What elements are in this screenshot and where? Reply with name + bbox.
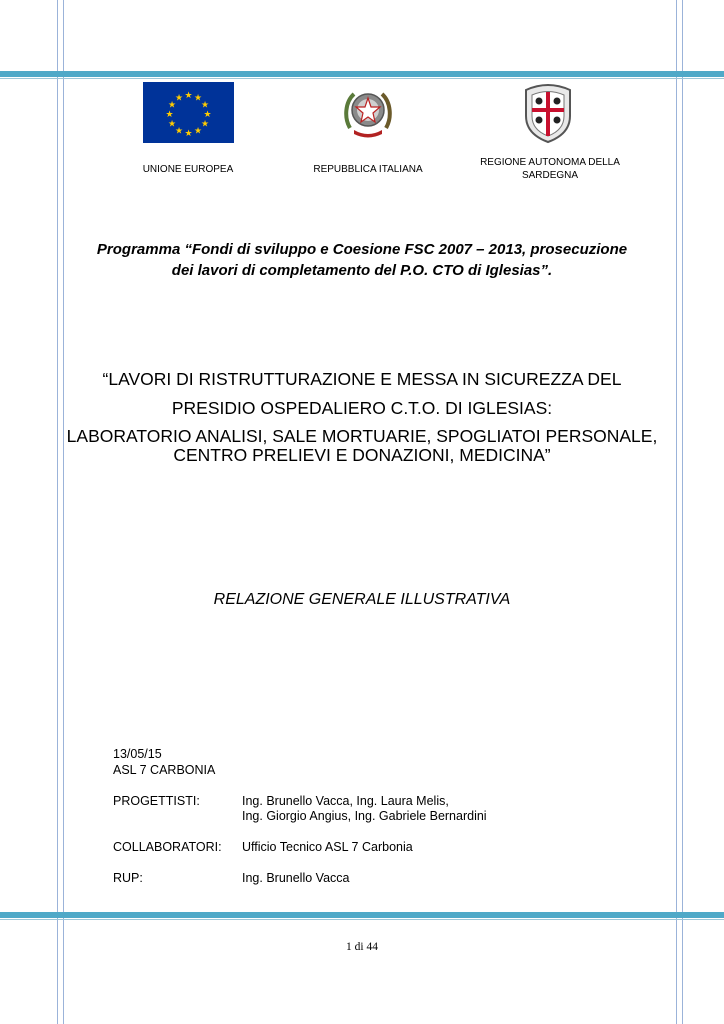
svg-text:★: ★ (193, 126, 203, 137)
designers-line1: Ing. Brunello Vacca, Ing. Laura Melis, (242, 794, 449, 808)
organization: ASL 7 CARBONIA (113, 763, 216, 777)
programme-line2: dei lavori di completamento del P.O. CTO di Iglesias”. (171, 262, 553, 279)
document-subtitle: RELAZIONE GENERALE ILLUSTRATIVA (213, 591, 511, 608)
svg-text:★: ★ (200, 100, 210, 111)
eu-label: UNIONE EUROPEA (142, 164, 234, 175)
designers-label: PROGETTISTI: (113, 794, 200, 808)
svg-text:★: ★ (167, 100, 177, 111)
collaborators-label: COLLABORATORI: (113, 840, 222, 854)
document-date: 13/05/15 (113, 747, 162, 761)
sardinia-label-line2: SARDEGNA (521, 170, 579, 181)
svg-text:★: ★ (165, 110, 174, 120)
sardinia-region-emblem-icon (520, 82, 576, 144)
svg-text:★: ★ (167, 119, 177, 130)
programme-heading (70, 239, 654, 281)
sardinia-label (470, 156, 630, 182)
title-line2: PRESIDIO OSPEDALIERO C.T.O. DI IGLESIAS: (171, 398, 553, 418)
svg-text:★: ★ (200, 119, 210, 130)
svg-text:★: ★ (184, 91, 193, 101)
svg-text:★: ★ (203, 110, 212, 120)
designers-line2: Ing. Giorgio Angius, Ing. Gabriele Bernardini (242, 809, 487, 823)
svg-text:★: ★ (184, 129, 193, 139)
left-margin-guide (57, 0, 64, 1024)
svg-text:★: ★ (193, 93, 203, 104)
title-line3: LABORATORIO ANALISI, SALE MORTUARIE, SPOGLIATOI PERSONALE, (66, 426, 658, 446)
eu-flag-icon (143, 82, 234, 143)
title-line1: “LAVORI DI RISTRUTTURAZIONE E MESSA IN SICUREZZA DEL (102, 369, 622, 389)
svg-text:★: ★ (174, 93, 184, 104)
header-bar-shadow (0, 78, 724, 79)
footer-bar-shadow (0, 919, 724, 920)
italian-republic-emblem-icon (342, 84, 394, 140)
programme-line1: Programma “Fondi di sviluppo e Coesione FSC 2007 – 2013, prosecuzione (96, 241, 628, 258)
header-bar (0, 71, 724, 77)
title-line4: CENTRO PRELIEVI E DONAZIONI, MEDICINA” (173, 445, 551, 465)
footer-bar (0, 912, 724, 918)
page-number: 1 di 44 (346, 941, 378, 953)
rup-label: RUP: (113, 871, 143, 885)
collaborators-value: Ufficio Tecnico ASL 7 Carbonia (242, 840, 413, 854)
italian-republic-label: REPUBBLICA ITALIANA (313, 164, 423, 175)
rup-value: Ing. Brunello Vacca (242, 871, 350, 885)
svg-text:★: ★ (174, 126, 184, 137)
sardinia-label-line1: REGIONE AUTONOMA DELLA (480, 157, 620, 168)
right-margin-guide (676, 0, 683, 1024)
